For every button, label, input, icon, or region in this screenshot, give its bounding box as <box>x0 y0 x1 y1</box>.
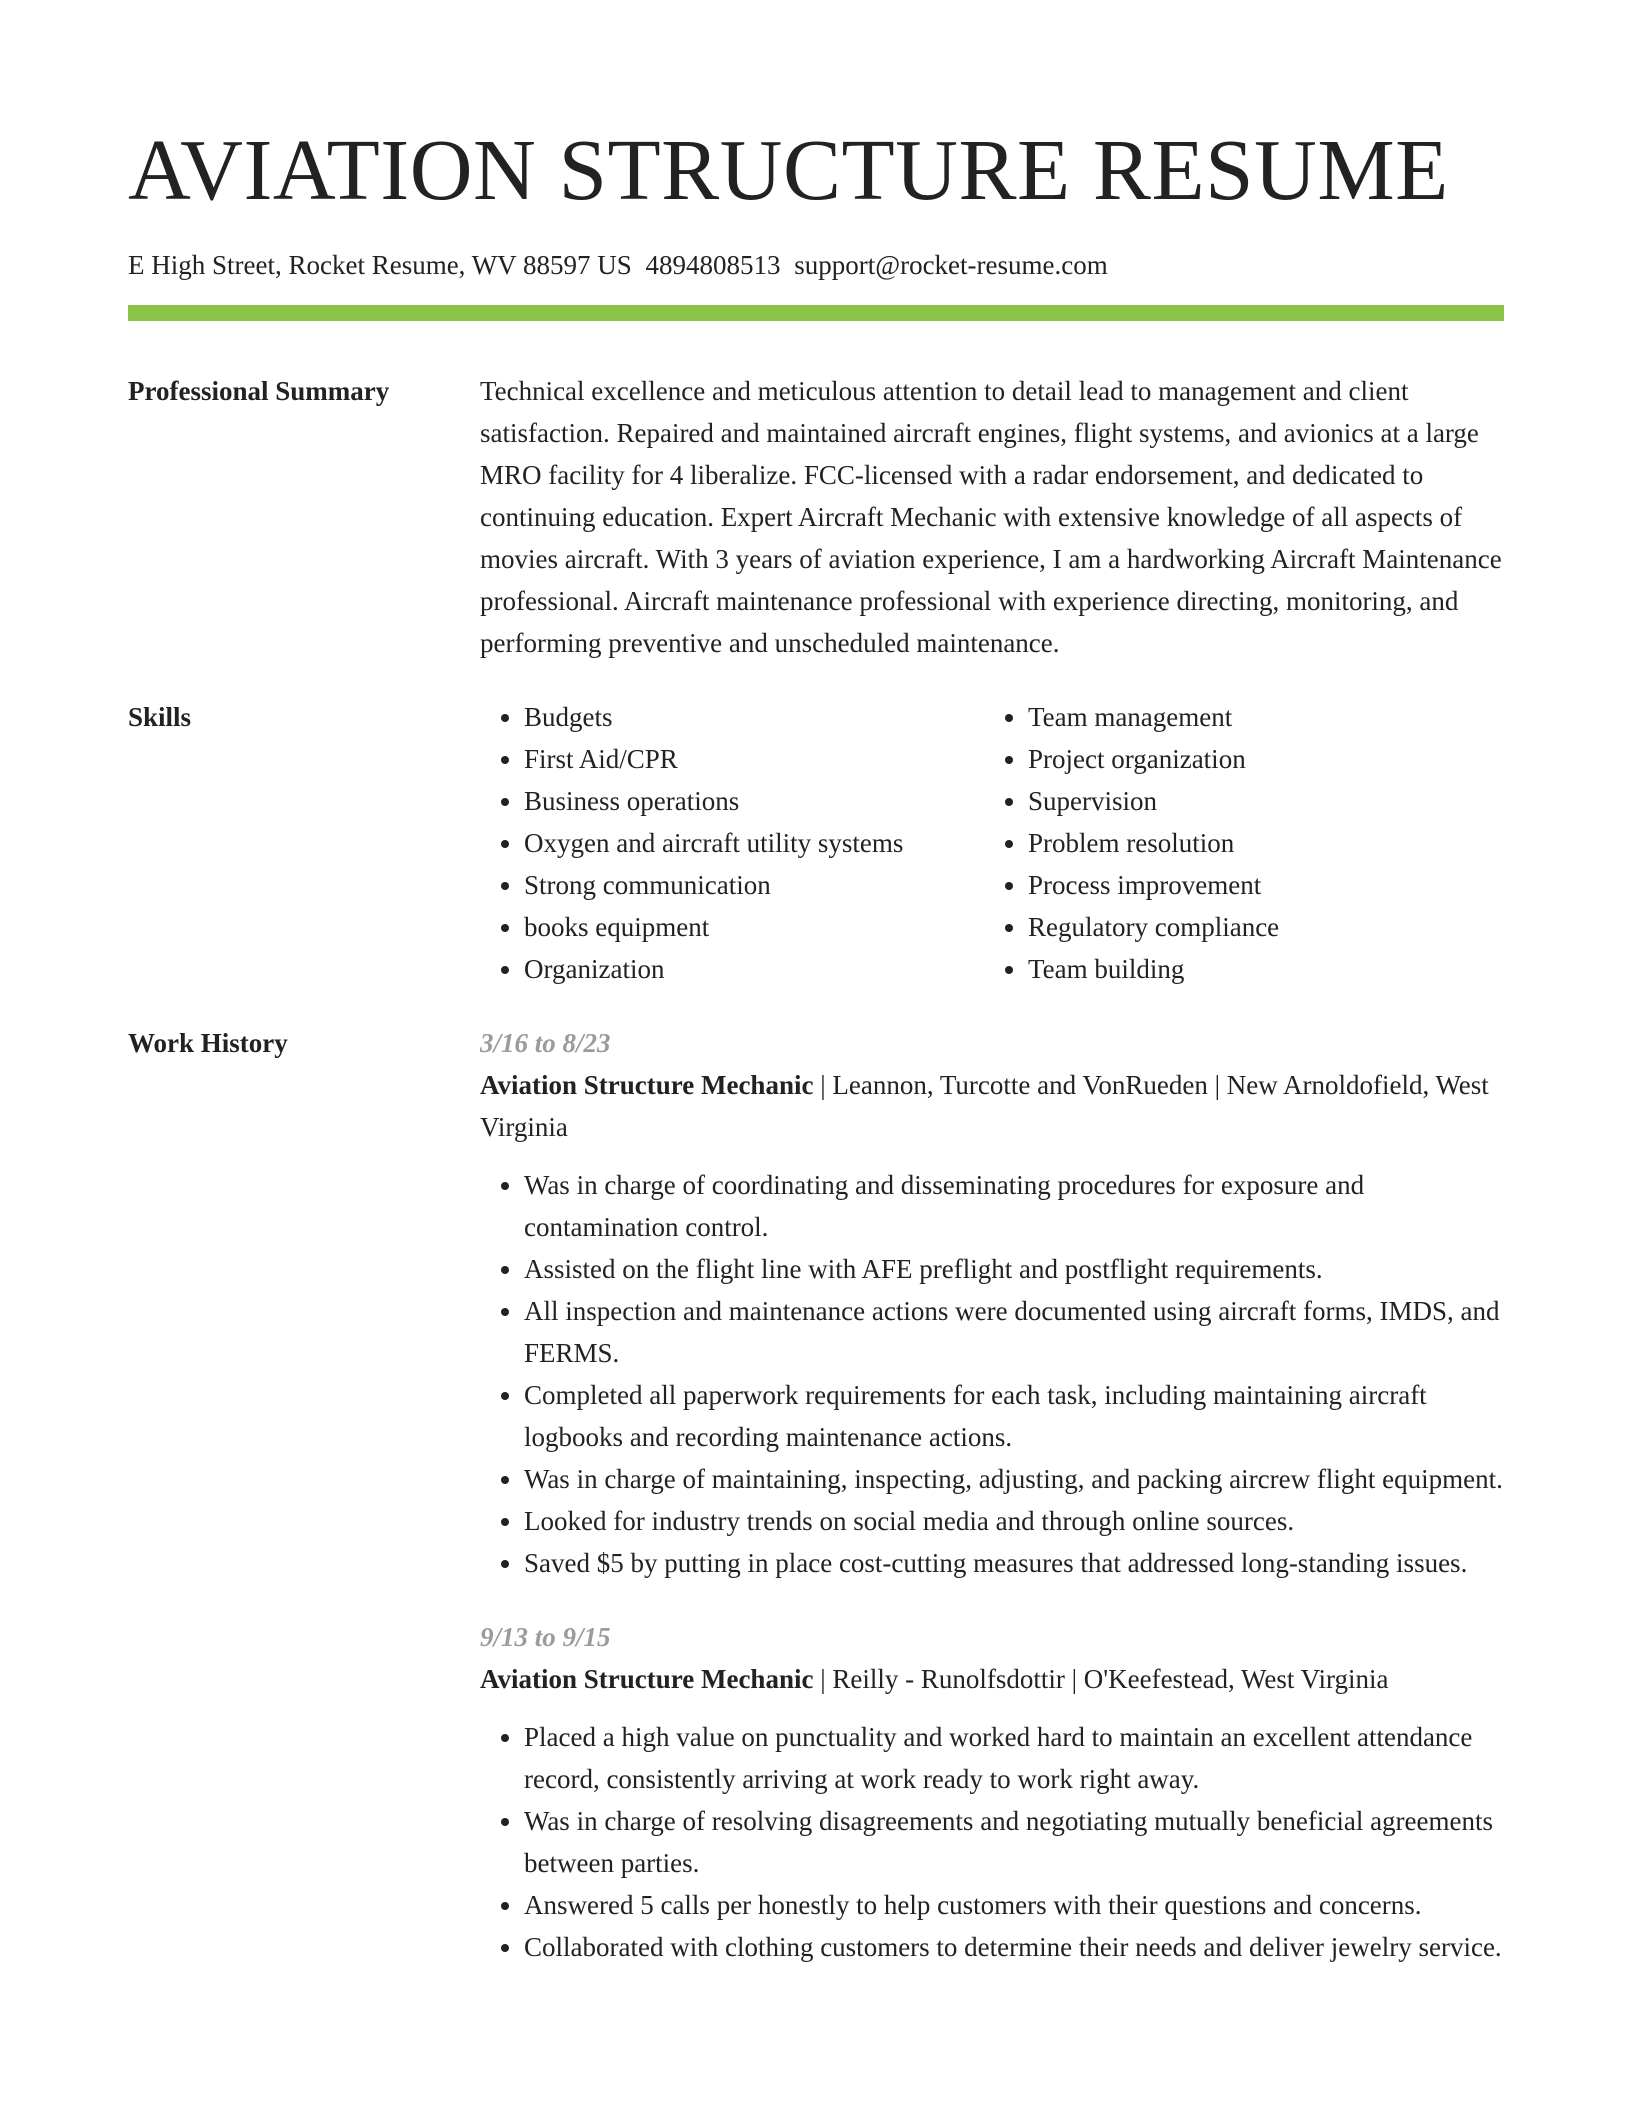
job-title: Aviation Structure Mechanic <box>480 1664 814 1694</box>
job-bullet: • Saved $5 by putting in place cost-cutting measures that addressed long-standing issues. <box>524 1542 1504 1584</box>
skill-item: • Organization <box>524 948 984 990</box>
job-header <box>480 1658 1504 1700</box>
skill-item: • Project organization <box>1028 738 1279 780</box>
skill-item: • Process improvement <box>1028 864 1279 906</box>
resume-title: AVIATION STRUCTURE RESUME <box>128 121 1449 218</box>
skill-item: • books equipment <box>524 906 984 948</box>
job-bullet: • Assisted on the flight line with AFE preflight and postflight requirements. <box>524 1248 1504 1290</box>
work-history-heading: Work History <box>128 1028 288 1058</box>
skills-heading: Skills <box>128 702 192 732</box>
job-entry <box>480 1616 1504 1968</box>
job-bullet: • Was in charge of resolving disagreements and negotiating mutually beneficial agreements between parties. <box>524 1800 1504 1884</box>
job-bullet: • Answered 5 calls per honestly to help customers with their questions and concerns. <box>524 1884 1504 1926</box>
skill-item: • Budgets <box>524 696 984 738</box>
summary-heading: Professional Summary <box>128 376 390 406</box>
job-bullet: • Placed a high value on punctuality and worked hard to maintain an excellent attendance record, consistently arriving at work ready to work right away. <box>524 1716 1504 1800</box>
job-details: | Reilly - Runolfsdottir | O'Keefestead, West Virginia <box>820 1664 1389 1694</box>
skill-item: • Regulatory compliance <box>1028 906 1279 948</box>
resume-page <box>128 118 1504 2000</box>
skill-item: • Team management <box>1028 696 1279 738</box>
job-entry <box>480 1022 1504 1584</box>
contact-address: E High Street, Rocket Resume, WV 88597 US <box>128 250 632 280</box>
contact-email: support@rocket-resume.com <box>794 250 1108 280</box>
job-title: Aviation Structure Mechanic <box>480 1070 814 1100</box>
job-bullet: • Collaborated with clothing customers to determine their needs and deliver jewelry service. <box>524 1926 1504 1968</box>
skills-list-right <box>984 696 1279 990</box>
skills-section <box>128 696 1504 990</box>
contact-line <box>128 248 1504 282</box>
job-bullet: • Was in charge of maintaining, inspecting, adjusting, and packing aircrew flight equipment. <box>524 1458 1504 1500</box>
skill-item: • Oxygen and aircraft utility systems <box>524 822 984 864</box>
skill-item: • Problem resolution <box>1028 822 1279 864</box>
summary-text: Technical excellence and meticulous attention to detail lead to management and client satisfaction. Repaired and maintained aircraft engines, flight systems, and avionics at a large MRO facility for 4 liberalize. FCC-licensed with a radar endorsement, and dedicated to continuing education. Expert Aircraft Mechanic with extensive knowledge of all aspects of movies aircraft. With 3 years of aviation experience, I am a hardworking Aircraft Maintenance professional. Aircraft maintenance professional with experience directing, monitoring, and performing preventive and unscheduled maintenance. <box>480 376 1502 658</box>
skill-item: • Team building <box>1028 948 1279 990</box>
accent-divider <box>128 305 1504 321</box>
job-bullets <box>480 1716 1504 1968</box>
job-bullets <box>480 1164 1504 1584</box>
job-dates: 3/16 to 8/23 <box>480 1028 611 1058</box>
job-bullet: • All inspection and maintenance actions were documented using aircraft forms, IMDS, and FERMS. <box>524 1290 1504 1374</box>
job-header <box>480 1064 1504 1148</box>
job-bullet: • Completed all paperwork requirements for each task, including maintaining aircraft logbooks and recording maintenance actions. <box>524 1374 1504 1458</box>
skills-list-left <box>480 696 984 990</box>
job-bullet: • Looked for industry trends on social media and through online sources. <box>524 1500 1504 1542</box>
job-details: | Leannon, Turcotte and VonRueden | New Arnoldofield, West Virginia <box>480 1070 1489 1142</box>
job-bullet: • Was in charge of coordinating and disseminating procedures for exposure and contamination control. <box>524 1164 1504 1248</box>
contact-phone: 4894808513 <box>645 250 781 280</box>
skill-item: • First Aid/CPR <box>524 738 984 780</box>
skill-item: • Business operations <box>524 780 984 822</box>
summary-section <box>128 370 1504 664</box>
work-history-section <box>128 1022 1504 2000</box>
job-dates: 9/13 to 9/15 <box>480 1622 611 1652</box>
skill-item: • Supervision <box>1028 780 1279 822</box>
skill-item: • Strong communication <box>524 864 984 906</box>
